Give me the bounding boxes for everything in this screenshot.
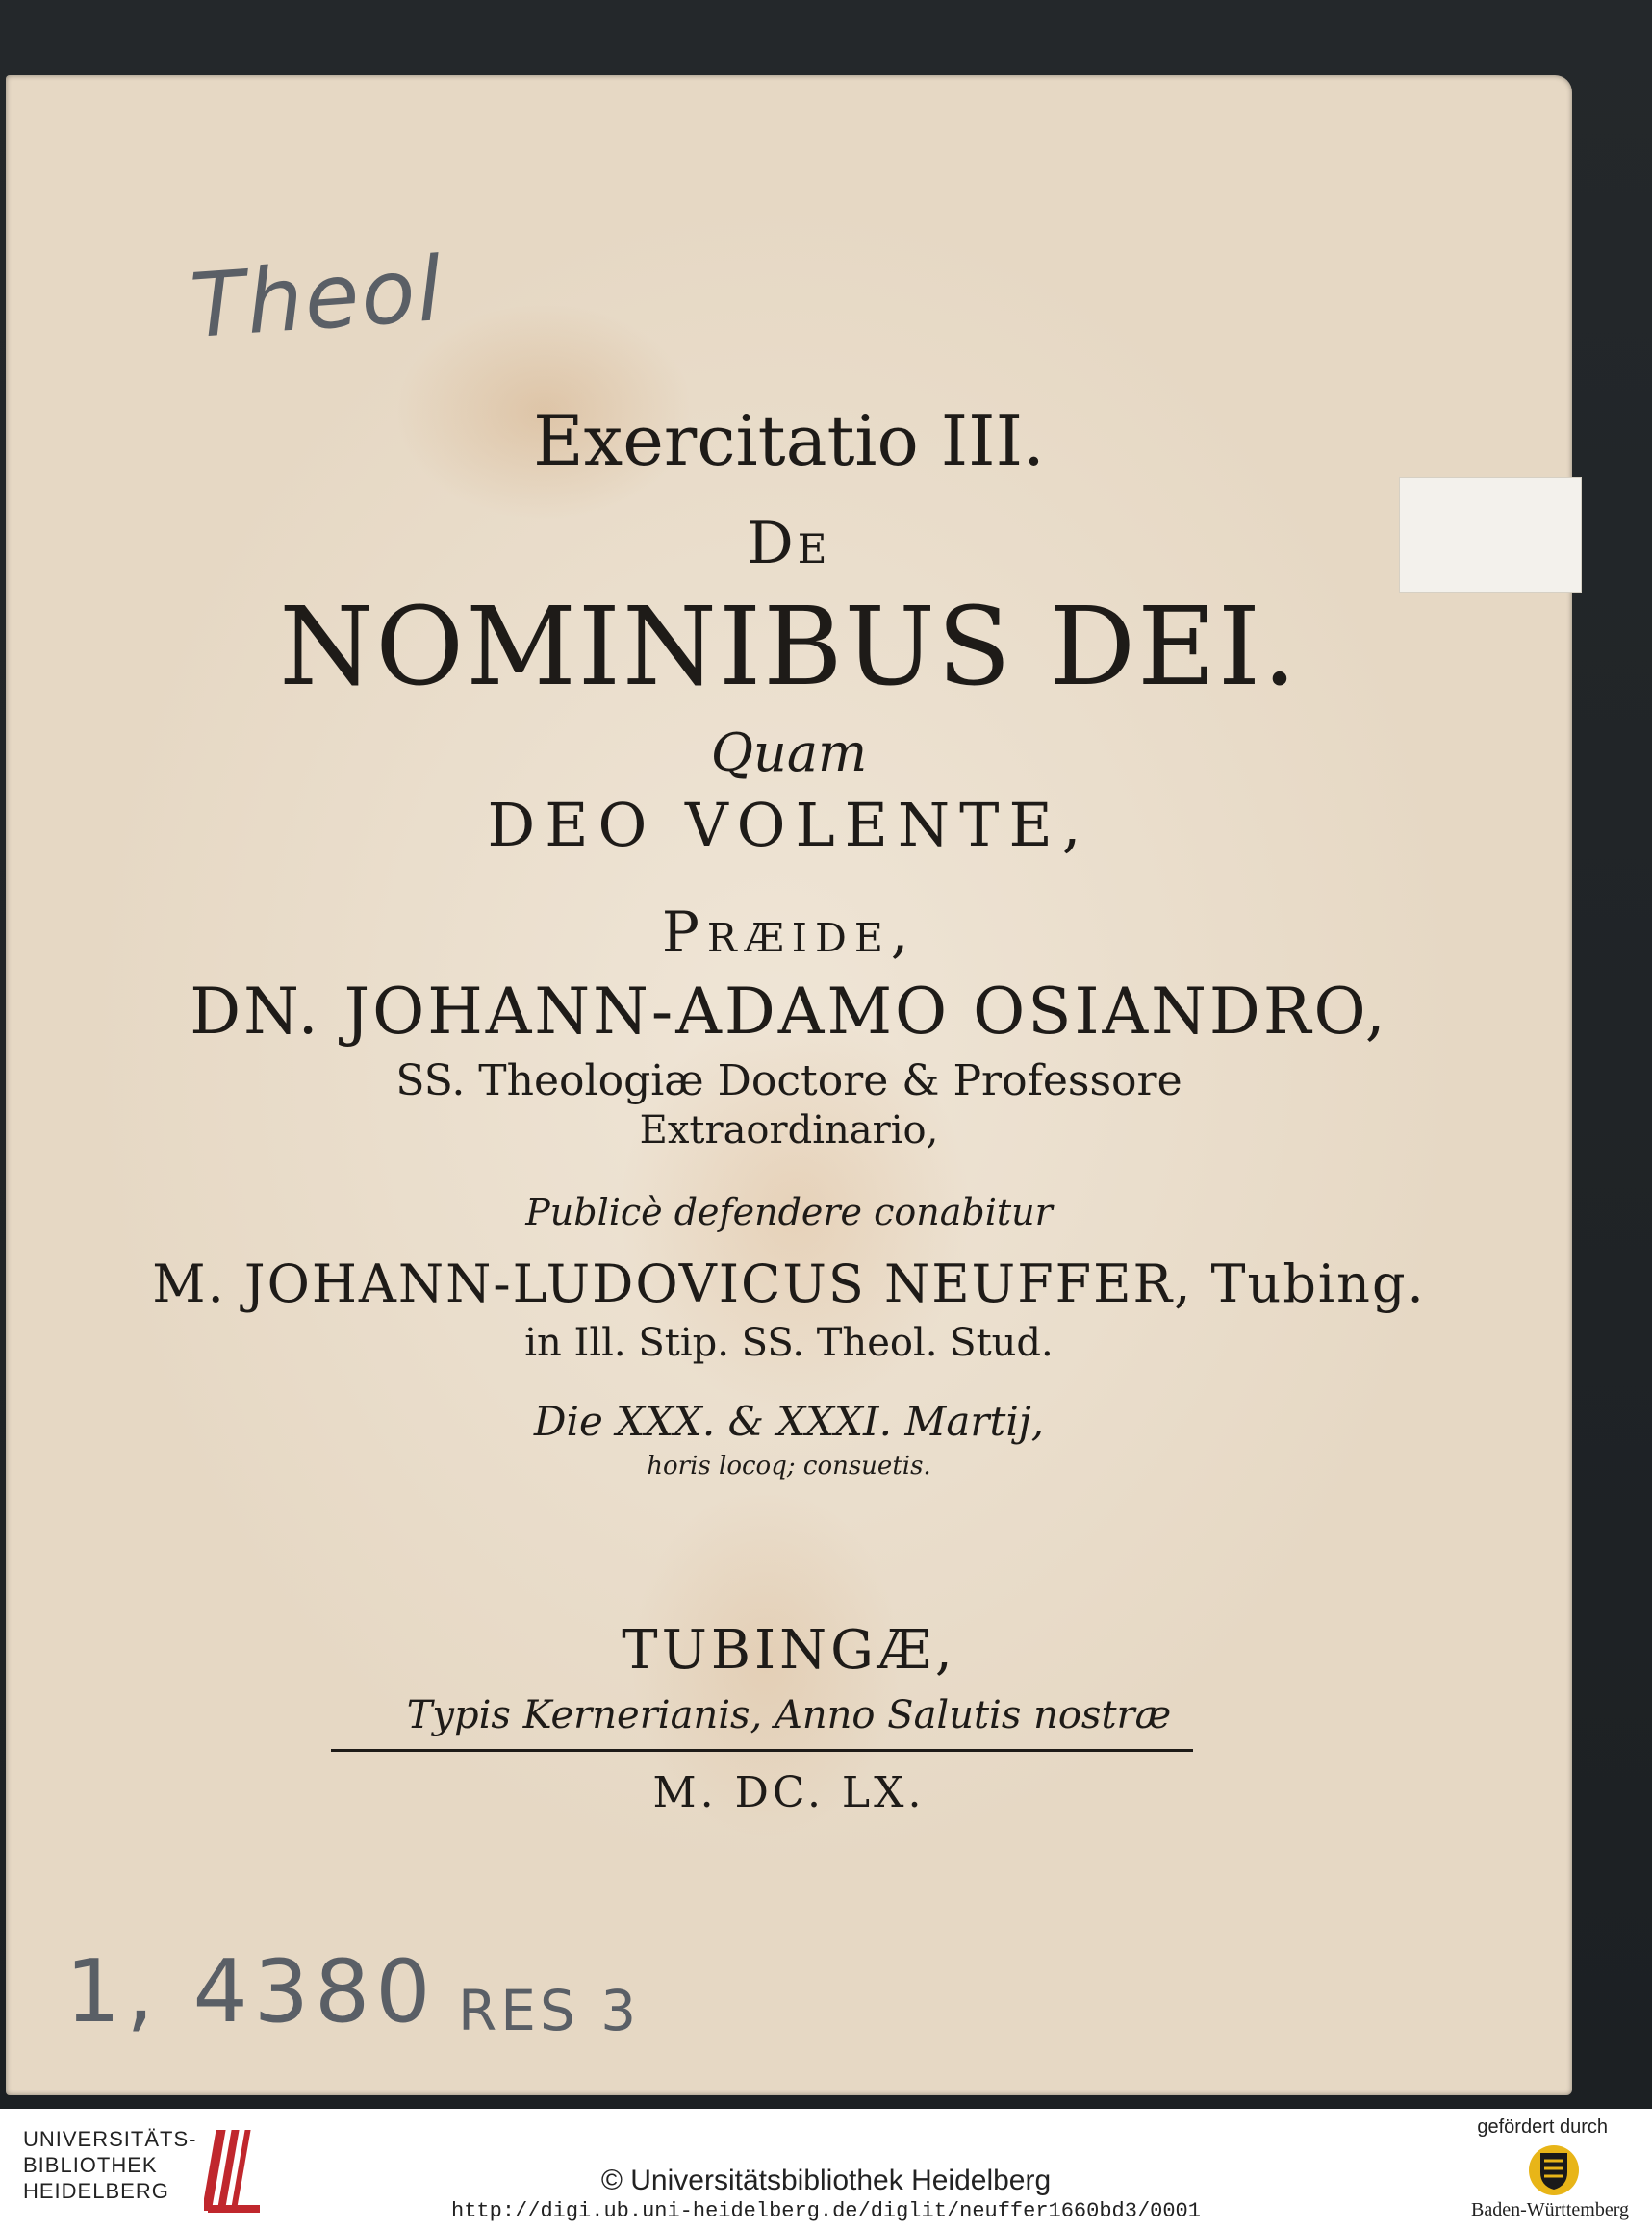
sponsor-name: Baden-Württemberg — [1470, 2199, 1629, 2220]
praeses-title-2: Extraordinario, — [639, 1108, 939, 1152]
praeses-name: DN. JOHANN-ADAMO OSIANDRO, — [190, 975, 1388, 1049]
title-page — [6, 75, 1572, 2095]
imprint-place: TUBINGÆ, — [622, 1619, 956, 1682]
main-title: NOMINIBUS DEI. — [279, 585, 1299, 710]
permalink-url[interactable]: http://digi.ub.uni-heidelberg.de/diglit/neuffer1660bd3/0001 — [451, 2199, 1201, 2223]
imprint-rule — [331, 1749, 1193, 1752]
respondent-name: M. JOHANN-LUDOVICUS NEUFFER, Tubing. — [152, 1254, 1426, 1314]
baden-wuerttemberg-coat-of-arms-icon[interactable] — [1525, 2141, 1583, 2199]
handwritten-shelfmark: 1, 4380 — [65, 1941, 437, 2042]
imprint-year: M. DC. LX. — [652, 1768, 926, 1817]
footer-bar — [0, 2109, 1652, 2229]
imprint-printer: Typis Kernerianis, Anno Salutis nostræ — [406, 1693, 1172, 1737]
exercitatio-line: Exercitatio III. — [533, 400, 1045, 481]
date-line: Die XXX. & XXXI. Martij, — [533, 1398, 1045, 1445]
respondent-info: in Ill. Stip. SS. Theol. Stud. — [524, 1321, 1054, 1365]
handwritten-res: RES 3 — [458, 1978, 641, 2043]
institution-line-1: UNIVERSITÄTS- — [23, 2127, 197, 2151]
deo-volente-line: DEO VOLENTE, — [487, 790, 1091, 860]
praeside-line: Præide, — [661, 899, 917, 965]
de-line: De — [747, 510, 831, 577]
praeses-title: SS. Theologiæ Doctore & Professore — [395, 1056, 1182, 1105]
institution-line-3: HEIDELBERG — [23, 2179, 169, 2203]
publice-line: Publicè defendere conabitur — [525, 1191, 1053, 1233]
sponsor-label: gefördert durch — [1477, 2116, 1608, 2138]
copyright-text: © Universitätsbibliothek Heidelberg — [600, 2165, 1052, 2196]
handwritten-subject: Theol — [187, 237, 447, 359]
horis-line: horis locoq; consuetis. — [647, 1452, 931, 1481]
quam-line: Quam — [710, 722, 868, 783]
institution-line-2: BIBLIOTHEK — [23, 2153, 158, 2177]
